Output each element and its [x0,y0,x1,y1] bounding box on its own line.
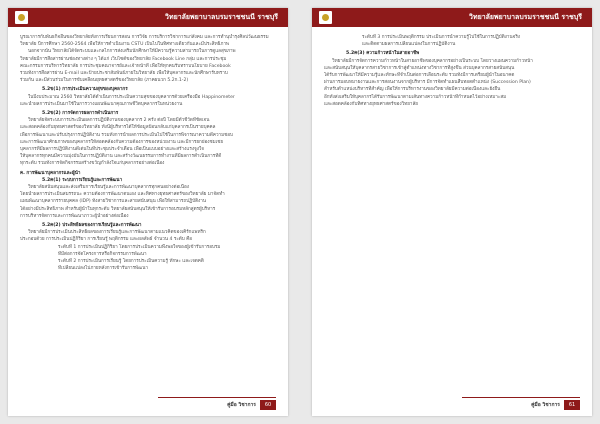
text-line: ระดับที่ 3 การประเมินพฤติกรรม ประเมินการนำความรู้ไปใช้ในการปฏิบัติงานจริง [362,35,521,40]
header-title: วิทยาลัยพยาบาลบรมราชชนนี ราชบุรี [469,13,582,21]
text-line: สำหรับตำแหน่งบริหารที่สำคัญ เพื่อให้การบริหารงานของวิทยาลัยมีความต่อเนื่องและยั่งยืน [324,87,501,93]
college-logo-icon [15,11,28,24]
text-line: ได้รับการพัฒนาให้มีความรู้และทักษะที่จำเป็นต่อการเลื่อนระดับ รวมทั้งมีการเตรียมผู้นำในอนาคต [324,73,515,79]
footer-label: คู่มือ วิชาการ [227,402,256,408]
section-heading: 5.2ค(1) ระบบการเรียนรู้และการพัฒนา [42,177,123,183]
text-line: และสอดคล้องกับยุทธศาสตร์ของวิทยาลัย ทั้งนี้ผู้บริหารได้ให้ข้อมูลป้อนกลับแก่บุคลากรเป็นรายบุคคล [20,125,216,131]
footer-label: คู่มือ วิชาการ [531,402,560,408]
text-line: คณะกรรมการบริหารวิทยาลัย การประชุมคณาจารย์และเจ้าหน้าที่ เพื่อให้ทุกคนรับทราบนโยบาย Facebook [20,63,231,69]
page-header [8,8,288,27]
section-heading: 5.2ข(1) การประเมินความสุขของบุคลากร [42,87,128,93]
text-line: โดยนำผลการประเมินสมรรถนะ ความต้องการพัฒนาตนเอง และทิศทางยุทธศาสตร์ของวิทยาลัย มาจัดทำ [20,192,225,198]
text-line: ประกอบด้วย การประเมินปฏิกิริยา การเรียนรู้ พฤติกรรม และผลลัพธ์ จำนวน 4 ระดับ คือ [20,237,192,243]
text-line: และนำผลการประเมินมาใช้ในการวางแผนพัฒนาคุณภาพชีวิตบุคลากรในหน่วยงาน [20,101,183,107]
footer-divider [158,397,276,398]
college-logo-icon [319,11,332,24]
page-header [312,8,592,27]
text-line: บุคลากรที่มีผลการปฏิบัติงานดีเด่นในที่ประชุมประจำเดือน เพื่อเป็นแบบอย่างและสร้างแรงจูงใจ [20,147,204,153]
text-line: ในปีงบประมาณ 2560 วิทยาลัยได้ดำเนินการประเมินความสุขของบุคลากรด้วยเครื่องมือ Happinometer [28,94,235,100]
page-body [8,27,288,273]
text-line: ที่เปลี่ยนแปลงไปภายหลังการเข้ารับการพัฒนา [58,266,148,272]
text-line: ให้บุคลากรทุกคนมีความมุ่งมั่นในการปฏิบัติงาน และสร้างวัฒนธรรมการทำงานที่มีผลการดำเนินการที่ดี [20,154,222,160]
text-line: วิทยาลัย ปีการศึกษา 2560-2564 เพื่อให้การดำเนินงาน CSTU เป็นไปในทิศทางเดียวกันและมีประสิทธิภาพ [20,42,230,48]
text-line: วิทยาลัยมีการประเมินประสิทธิผลของการเรียนรู้และการพัฒนาตามแนวคิดของเคิร์กแพทริก [28,230,206,236]
section-heading: 5.2ค(3) ความก้าวหน้าในสายอาชีพ [346,51,420,57]
text-line: รวมทั้งการสื่อสารผ่าน E-mail และป้ายประชาสัมพันธ์ภายในวิทยาลัย เพื่อให้บุคลากรและนักศึกษารับทราบ [20,71,228,77]
page-number: 60 [260,400,276,410]
text-line: วิทยาลัยสนับสนุนและส่งเสริมการเรียนรู้และการพัฒนาบุคลากรทุกคนอย่างต่อเนื่อง [28,185,190,191]
section-heading: 5.2ค(2) ประสิทธิผลของการเรียนรู้และการพัฒนา [42,223,142,229]
text-line: ที่มีต่อการจัดโครงการหรือกิจกรรมการพัฒนา [58,251,147,257]
left-page [8,8,288,416]
text-line: และติดตามผลการเปลี่ยนแปลงในการปฏิบัติงาน [362,42,456,48]
page-number: 61 [564,400,580,410]
text-line: วิทยาลัยมีการสื่อสารผ่านช่องทางต่าง ๆ ได้แก่ เว็บไซต์ของวิทยาลัย Facebook Line กลุ่ม และการประชุม [20,56,227,62]
text-line: และสนับสนุนให้บุคลากรสายวิชาการเข้าสู่ตำแหน่งทางวิชาการที่สูงขึ้น ส่วนบุคลากรสายสนับสนุน [324,65,515,71]
text-line: และสอดคล้องกับทิศทางยุทธศาสตร์ของวิทยาลัย [324,101,418,107]
text-line: ผ่านการมอบหมายงานและการสอนงานจากผู้บริหาร มีการจัดทำแผนสืบทอดตำแหน่ง (Succession Plan) [324,80,531,86]
text-line: อีกทั้งส่งเสริมให้บุคลากรได้รับการพัฒนาตามเส้นทางความก้าวหน้าที่กำหนดไว้อย่างเหมาะสม [324,94,507,100]
header-title: วิทยาลัยพยาบาลบรมราชชนนี ราชบุรี [165,13,278,21]
section-heading: 5.2ข(2) การจัดการผลการดำเนินการ [42,111,119,117]
text-line: บูรณาการกับพันธกิจอื่นของวิทยาลัยทั้งการเรียนการสอน การวิจัย การบริการวิชาการแก่สังคม และการทำนุบำรุงศิลปวัฒนธรรม [20,35,269,40]
text-line: ทุกระดับ รวมทั้งการจัดกิจกรรมสร้างขวัญกำลังใจแก่บุคลากรอย่างต่อเนื่อง [20,161,165,167]
section-heading: ค. การพัฒนาบุคลากรและผู้นำ [20,170,81,176]
text-line: และการพัฒนาศักยภาพของบุคลากรให้สอดคล้องกับความต้องการของหน่วยงาน และมีการยกย่องชมเชย [20,139,224,145]
text-line: ได้อย่างมีประสิทธิภาพ สำหรับผู้นำในทุกระดับ วิทยาลัยสนับสนุนให้เข้ารับการอบรมหลักสูตรผู้บริหาร [20,206,216,212]
text-line: นอกจากนั้น วิทยาลัยได้จัดระบบและกลไกการส่งเสริมนักศึกษาให้มีความรู้ความสามารถในการดูแลสุขภาพ [28,49,236,55]
text-line: ร่วมกัน และมีส่วนร่วมในการขับเคลื่อนยุทธศาสตร์ของวิทยาลัย (ภาคผนวก 5.2ก.1-2) [20,78,189,84]
page-footer [227,400,276,410]
text-line: วิทยาลัยมีการจัดการความก้าวหน้าในสายอาชีพของบุคลากรอย่างเป็นระบบ โดยวางแผนความก้าวหน้า [332,58,533,64]
text-line: การบริหารจัดการและการพัฒนาภาวะผู้นำอย่างต่อเนื่อง [20,213,129,219]
page-body [312,27,592,108]
text-line: เพื่อการพัฒนาและปรับปรุงการปฏิบัติงาน รวมทั้งการนำผลการประเมินไปใช้ในการพิจารณาความดีความชอบ [20,132,233,138]
footer-divider [462,397,580,398]
text-line: แผนพัฒนาบุคลากรรายบุคคล (IDP) ทั้งสายวิชาการและสายสนับสนุน เพื่อให้สามารถปฏิบัติงาน [20,199,207,205]
text-line: ระดับที่ 1 การประเมินปฏิกิริยา โดยการประเมินความพึงพอใจของผู้เข้ารับการอบรม [58,244,221,250]
text-line: วิทยาลัยจัดระบบการประเมินผลการปฏิบัติงานของบุคลากร 2 ครั้ง ต่อปี โดยมีตัวชี้วัดที่ชัดเจน [28,118,210,124]
page-footer [531,400,580,410]
text-line: ระดับที่ 2 การประเมินการเรียนรู้ โดยการประเมินความรู้ ทักษะ และเจตคติ [58,259,204,265]
right-page [312,8,592,416]
